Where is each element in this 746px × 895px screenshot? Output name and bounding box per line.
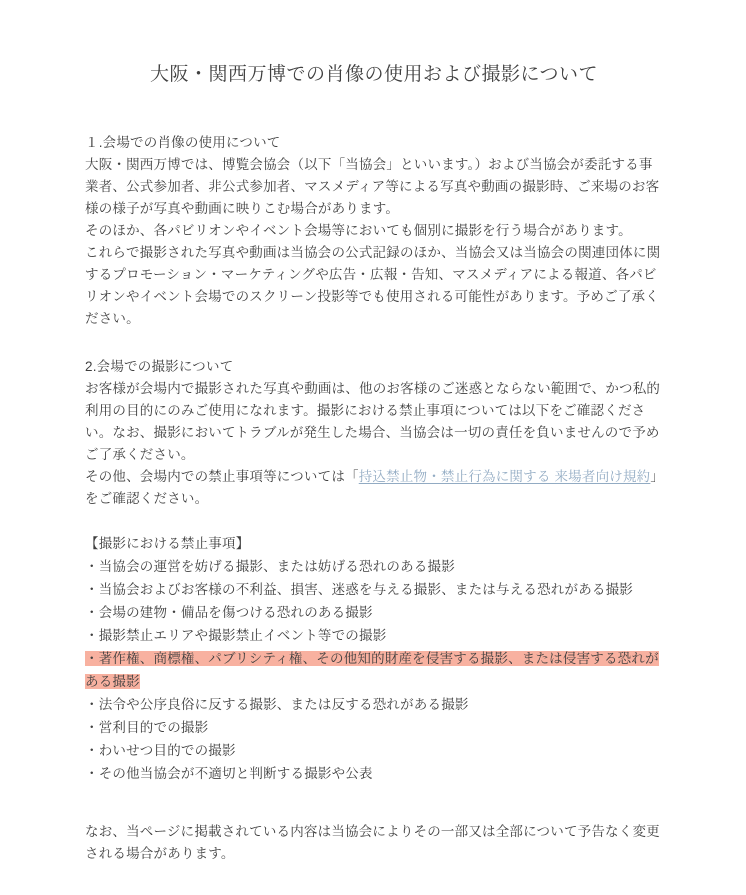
section-portrait-use — [85, 132, 663, 330]
prohibited-item: ・撮影禁止エリアや撮影禁止イベント等での撮影 — [85, 628, 387, 643]
prohibited-item: ・当協会およびお客様の不利益、損害、迷惑を与える撮影、または与える恐れがある撮影 — [85, 582, 633, 597]
prohibited-item: ・法令や公序良俗に反する撮影、または反する恐れがある撮影 — [85, 697, 469, 712]
page-title: 大阪・関西万博での肖像の使用および撮影について — [149, 64, 599, 85]
prohibited-item: ・会場の建物・備品を傷つける恐れのある撮影 — [85, 605, 373, 620]
prohibited-item: ・その他当協会が不適切と判断する撮影や公表 — [85, 766, 373, 781]
section2-heading: 2.会場での撮影について — [85, 359, 234, 374]
link-line-prefix: その他、会場内での禁止事項等については「 — [85, 469, 359, 484]
rules-link[interactable]: 持込禁止物・禁止行為に関する 来場者向け規約 — [358, 469, 651, 484]
prohibited-heading: 【撮影における禁止事項】 — [85, 536, 250, 551]
prohibited-section — [85, 532, 663, 785]
paragraph: お客様が会場内で撮影された写真や動画は、他のお客様のご迷惑とならない範囲で、かつ私的利用の目的にのみご使用になれます。撮影における禁止事項については以下をご確認ください。なお、撮影においてトラブルが発生した場合、当協会は一切の責任を負いませんので予めご了承ください。 — [85, 381, 661, 462]
paragraph: これらで撮影された写真や動画は当協会の公式記録のほか、当協会又は当協会の関連団体に関するプロモーション・マーケティングや広告・広報・告知、マスメディアによる報道、各パビリオンやイベント会場でのスクリーン投影等でも使用される可能性があります。予めご了承ください。 — [85, 245, 661, 326]
prohibited-item: ・わいせつ目的での撮影 — [85, 743, 236, 758]
paragraph: 大阪・関西万博では、博覧会協会（以下「当協会」といいます。）および当協会が委託する事業者、公式参加者、非公式参加者、マスメディア等による写真や動画の撮影時、ご来場のお客様の様子が写真や動画に映りこむ場合があります。 — [85, 157, 660, 216]
section-photography — [85, 356, 663, 510]
link-line-suffix: 」をご確認ください。 — [85, 469, 658, 506]
section1-heading: １.会場での肖像の使用について — [85, 135, 281, 150]
link-line — [85, 466, 663, 510]
prohibited-item: ・著作権、商標権、パブリシティ権、その他知的財産を侵害する撮影、または侵害する恐れがある撮影 — [85, 651, 659, 689]
prohibited-item: ・当協会の運営を妨げる撮影、または妨げる恐れのある撮影 — [85, 559, 455, 574]
paragraph: そのほか、各パビリオンやイベント会場等においても個別に撮影を行う場合があります。 — [85, 223, 632, 238]
prohibited-item: ・営利目的での撮影 — [85, 720, 209, 735]
footer-note: なお、当ページに掲載されている内容は当協会によりその一部又は全部について予告なく変更される場合があります。 — [85, 824, 660, 861]
